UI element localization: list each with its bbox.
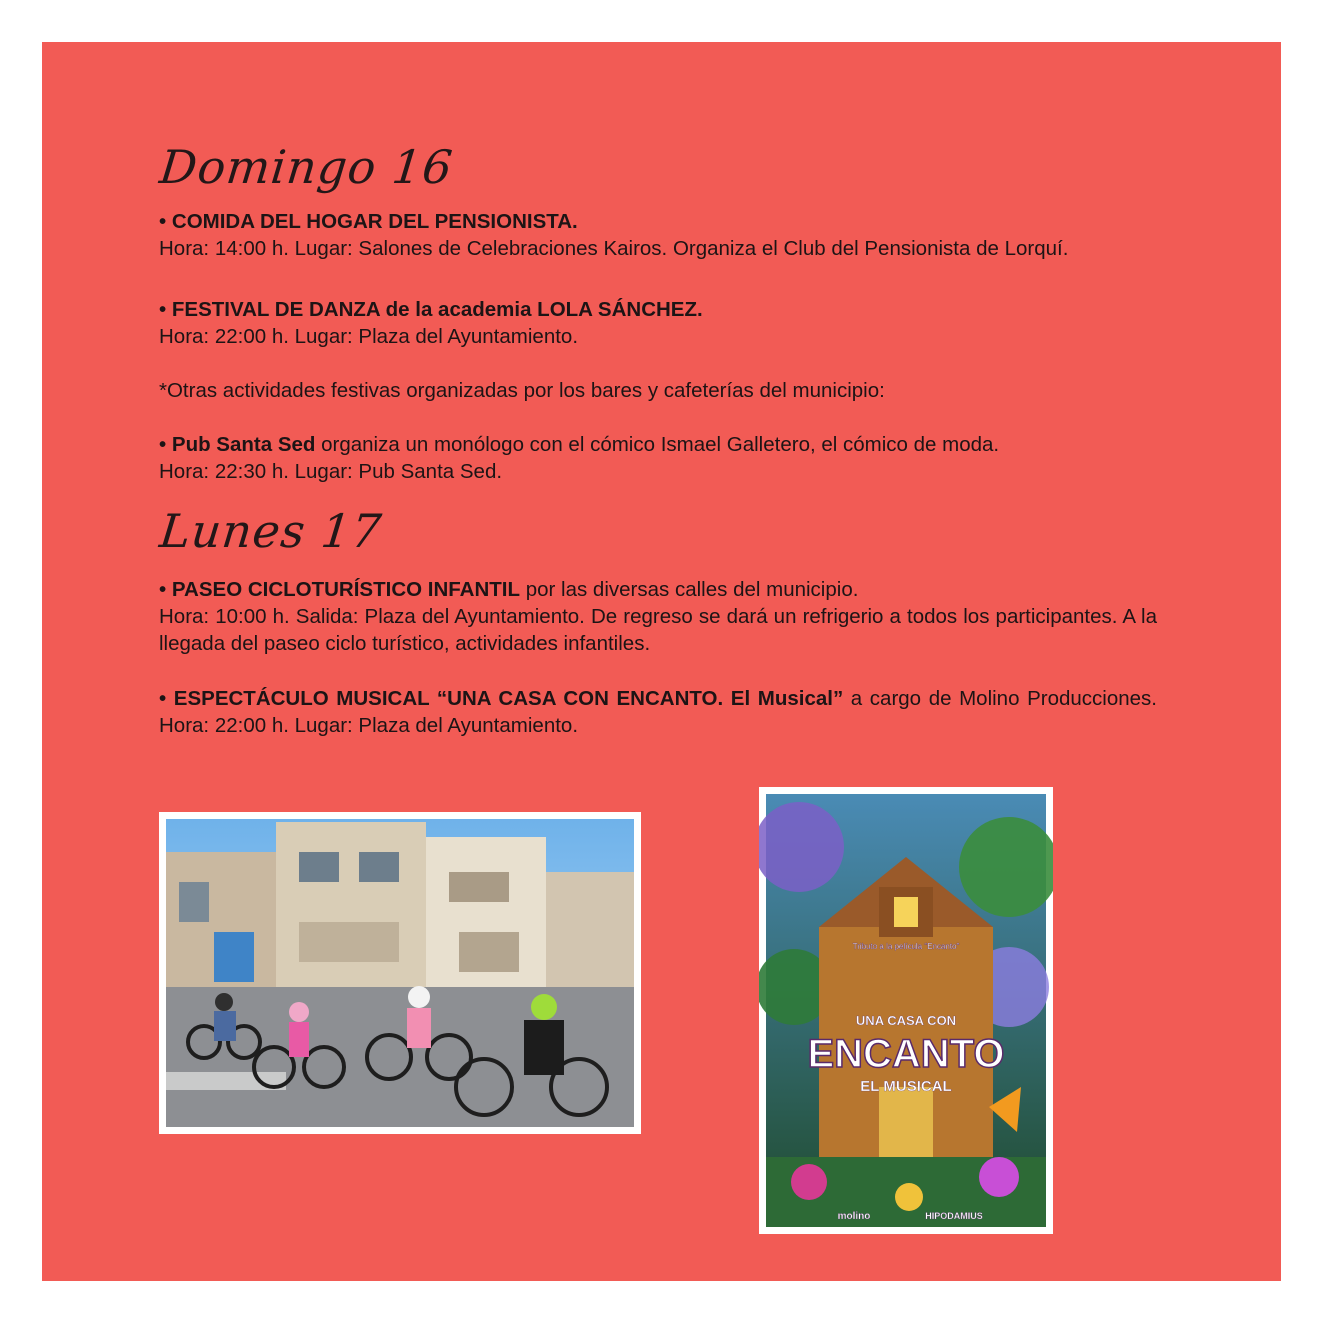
event-description: por las diversas calles del municipio. [520, 578, 859, 601]
poster-logo-left: molino [837, 1211, 871, 1222]
event-details: Hora: 14:00 h. Lugar: Salones de Celebraciones Kairos. Organiza el Club del Pensionista de Lorquí. [159, 237, 1069, 260]
cycling-photo-illustration [159, 812, 641, 1134]
musical-poster-illustration [759, 787, 1053, 1234]
event-title: COMIDA DEL HOGAR DEL PENSIONISTA. [171, 210, 578, 233]
day-heading-domingo: Domingo 16 [157, 140, 456, 194]
event-title: ESPECTÁCULO MUSICAL “UNA CASA CON ENCANTO. El Musical” [173, 687, 844, 710]
musical-poster [759, 787, 1053, 1234]
bullet: • [159, 210, 167, 233]
bullet: • [159, 687, 167, 710]
event-title: FESTIVAL DE DANZA de la academia LOLA SÁNCHEZ. [171, 298, 703, 321]
program-page [42, 42, 1281, 1281]
event-festival-danza [159, 296, 1157, 350]
bullet: • [159, 298, 167, 321]
poster-title-top: UNA CASA CON [855, 1013, 957, 1028]
event-pub-santa-sed [159, 431, 1157, 485]
poster-logo-right: HIPODAMIUS [925, 1211, 983, 1221]
event-espectaculo-musical [159, 685, 1157, 739]
event-description: organiza un monólogo con el cómico Ismael Galletero, el cómico de moda. [315, 433, 1000, 456]
event-details: Hora: 22:00 h. Lugar: Plaza del Ayuntamiento. [159, 325, 579, 348]
event-details: Hora: 22:30 h. Lugar: Pub Santa Sed. [159, 460, 503, 483]
event-paseo-cicloturistico [159, 576, 1157, 657]
day-heading-lunes: Lunes 17 [157, 504, 385, 558]
event-comida-pensionista [159, 208, 1157, 262]
poster-tagline: Tributo a la película "Encanto" [852, 942, 960, 951]
event-title: PASEO CICLOTURÍSTICO INFANTIL [171, 578, 521, 601]
note-text: *Otras actividades festivas organizadas por los bares y cafeterías del municipio: [159, 379, 885, 402]
bullet: • [159, 578, 167, 601]
event-description: a cargo de Molino Producciones. Hora: 22:00 h. Lugar: Plaza del Ayuntamiento. [159, 687, 1157, 737]
poster-title-sub: EL MUSICAL [860, 1078, 952, 1095]
bars-note [159, 377, 1157, 404]
event-details: Hora: 10:00 h. Salida: Plaza del Ayuntamiento. De regreso se dará un refrigerio a todos los participantes. A la llegada del paseo ciclo turístico, actividades infantiles. [159, 605, 1157, 655]
bullet: • [159, 433, 167, 456]
cycling-photo [159, 812, 641, 1134]
event-title: Pub Santa Sed [171, 433, 316, 456]
poster-title-main: ENCANTO [807, 1032, 1005, 1076]
